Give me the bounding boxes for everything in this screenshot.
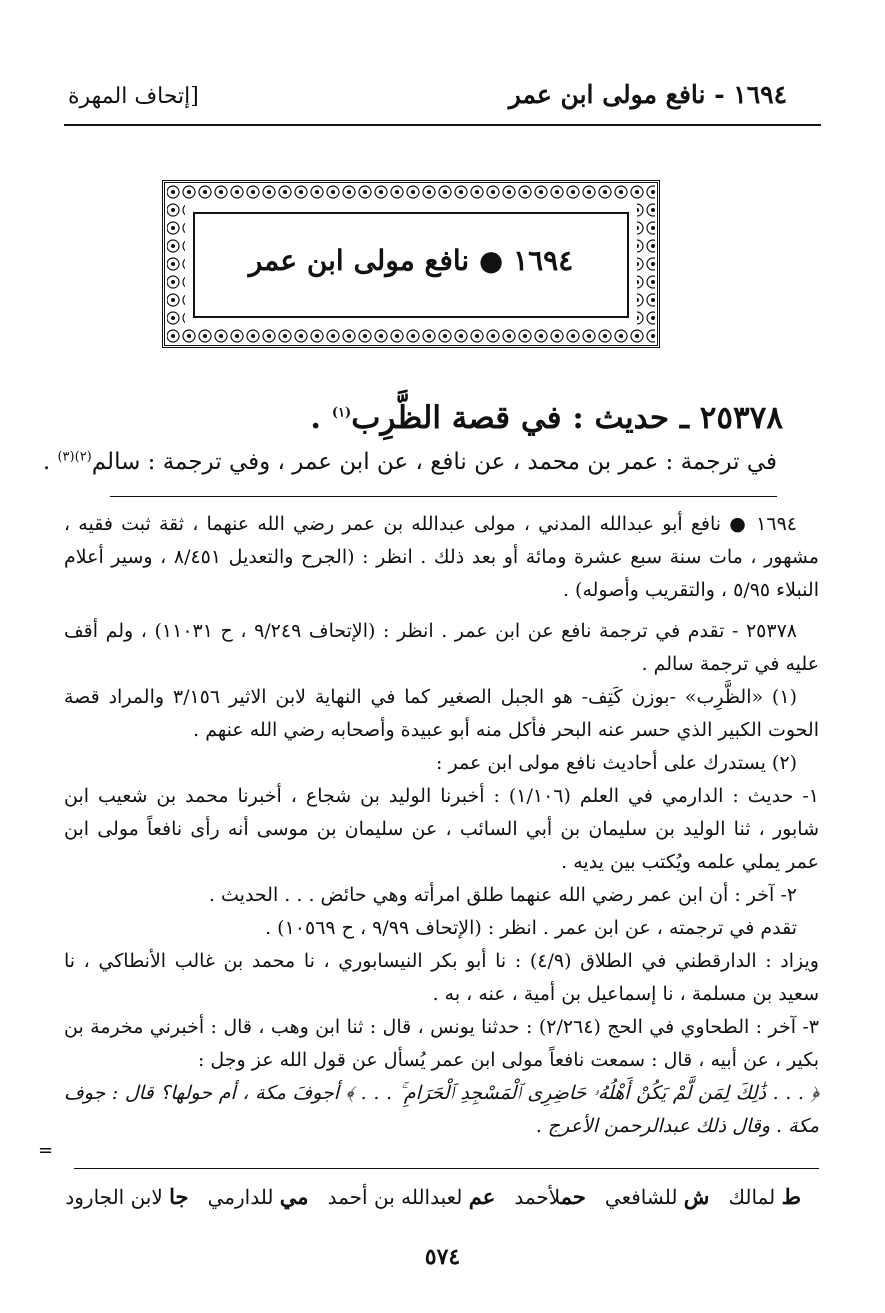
footnote-separator xyxy=(110,496,777,497)
quran-quote: ﴿ . . . ذَٰلِكَ لِمَن لَّمْ يَكُنْ أَهْلُهُۥ حَاضِرِى ٱلْمَسْجِدِ ٱلْحَرَامِ ۚ . . . ﴾ أجوفَ مكة ، أم حولها؟ قال : جوف مكة . وقال ذلك عبدالرحمن الأعرج . xyxy=(64,1082,819,1137)
hadith-subline xyxy=(43,449,777,475)
hadith-sub: في ترجمة : عمر بن محمد ، عن نافع ، عن ابن عمر ، وفي ترجمة : سالم xyxy=(91,449,777,475)
abbr-label: لعبدالله بن أحمد xyxy=(327,1185,463,1209)
abbr-label: لابن الجارود xyxy=(65,1185,163,1209)
book-title: [إتحاف المهرة xyxy=(68,84,199,109)
abbr-code: جا xyxy=(169,1184,189,1209)
footnote-hadith: ٢٥٣٧٨ - تقدم في ترجمة نافع عن ابن عمر . انظر : (الإتحاف ٩/٢٤٩ ، ح ١١٠٣١) ، ولم أقف عليه في ترجمة سالم . xyxy=(64,620,819,675)
abbr-label: لأحمد xyxy=(514,1185,561,1209)
abbr-label: لمالك xyxy=(728,1185,776,1209)
footnote-2: (٢) يستدرك على أحاديث نافع مولى ابن عمر : xyxy=(436,752,797,774)
header-rule xyxy=(64,124,821,126)
abbreviations-key xyxy=(65,1184,801,1209)
footnote-2-item-3: ٣- آخر : الطحاوي في الحج (٢/٢٦٤) : حدثنا يونس ، قال : ثنا ابن وهب ، قال : أخبرني مخرمة بن بكير ، عن أبيه ، قال : سمعت نافعاً مولى ابن عمر يُسأل عن قول الله عز وجل : xyxy=(64,1016,819,1071)
hadith-title-end: . xyxy=(310,400,332,436)
hadith-title: ٢٥٣٧٨ ـ حديث : في قصة الظَّرِب xyxy=(351,400,783,436)
hadith-heading xyxy=(310,400,783,436)
footnote-ref: (٢)(٣) xyxy=(57,449,92,465)
abbr-code: ط xyxy=(781,1184,801,1209)
abbr-code: عم xyxy=(468,1184,496,1209)
hadith-sub-end: . xyxy=(42,449,58,475)
footnote-2-item-2: ٢- آخر : أن ابن عمر رضي الله عنهما طلق امرأته وهي حائض . . . الحديث . xyxy=(208,884,797,906)
abbr-label: للشافعي xyxy=(604,1185,678,1209)
footnotes-block xyxy=(64,508,819,1143)
footnote-ref: (١) xyxy=(331,405,352,421)
footnote-2-item-1: ١- حديث : الدارمي في العلم (١/١٠٦) : أخبرنا الوليد بن شجاع ، أخبرنا محمد بن شعيب ابن شابور ، ثنا الوليد بن سليمان بن أبي السائب ، عن سليمان بن موسى أنه رأى نافعاً مولى ابن عمر يملي علمه ويُكتب بين يديه . xyxy=(64,785,820,873)
footnote-2-ref: تقدم في ترجمته ، عن ابن عمر . انظر : (الإتحاف ٩/٩٩ ، ح ١٠٥٦٩) . xyxy=(265,917,797,939)
frame-inner-box xyxy=(193,212,629,318)
running-title: ١٦٩٤ - نافع مولى ابن عمر xyxy=(508,80,787,109)
page-number: ٥٧٤ xyxy=(424,1244,461,1270)
bottom-rule xyxy=(74,1168,819,1169)
abbr-code: مي xyxy=(279,1184,309,1209)
section-title: ١٦٩٤ ● نافع مولى ابن عمر xyxy=(248,244,574,277)
footnote-2-addition: ويزاد : الدارقطني في الطلاق (٤/٩) : نا أبو بكر النيسابوري ، نا محمد بن غالب الأنطاكي ، نا سعيد بن مسلمة ، نا إسماعيل بن أمية ، عنه ، به . xyxy=(64,950,819,1005)
footnote-1: (١) «الظَّرِب» -بوزن كَتِف- هو الجبل الصغير كما في النهاية لابن الاثير ٣/١٥٦ والمراد قصة الحوت الكبير الذي حسر عنه البحر فأكل منه أبو عبيدة وأصحابه رضي الله عنهم . xyxy=(64,686,819,741)
abbr-code: حم xyxy=(560,1184,586,1209)
abbr-code: ش xyxy=(683,1184,710,1209)
footnote-narrator: ١٦٩٤ ● نافع أبو عبدالله المدني ، مولى عبدالله بن عمر رضي الله عنهما ، ثقة ثبت فقيه ، مشهور ، مات سنة سبع عشرة ومائة أو بعد ذلك . انظر : (الجرح والتعديل ٨/٤٥١ ، وسير أعلام النبلاء ٥/٩٥ ، والتقريب وأصوله) . xyxy=(64,513,819,601)
abbr-label: للدارمي xyxy=(207,1185,274,1209)
margin-mark: = xyxy=(38,1140,54,1161)
